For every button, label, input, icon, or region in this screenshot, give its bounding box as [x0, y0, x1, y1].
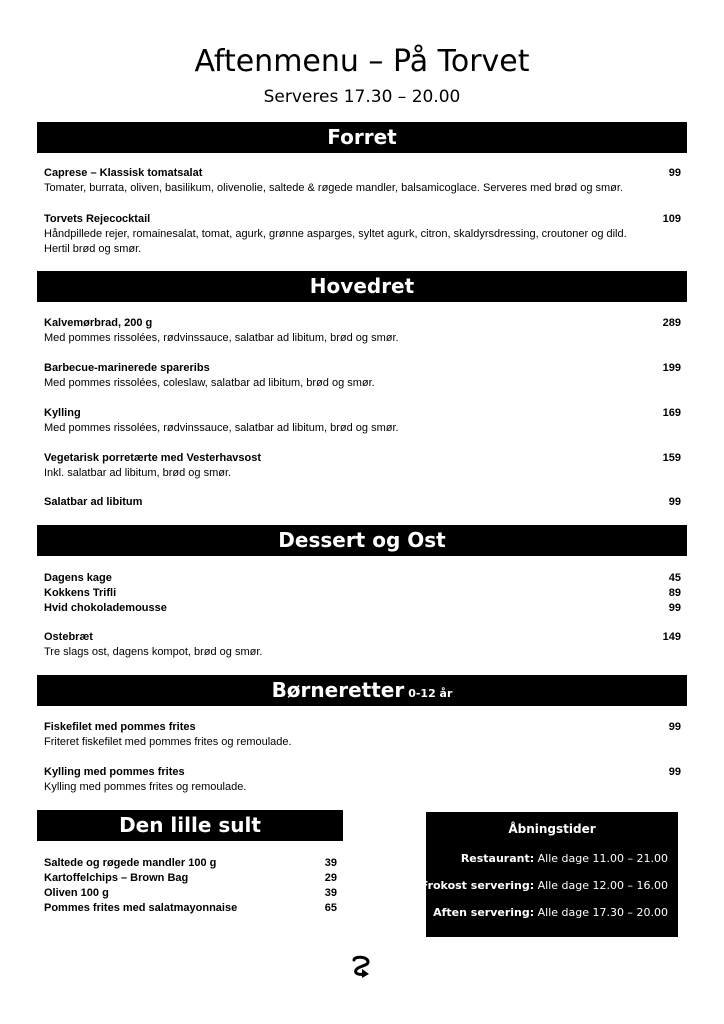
item-description: Inkl. salatbar ad libitum, brød og smør.: [44, 467, 232, 479]
item-price: 169: [662, 407, 681, 419]
menu-item: [44, 765, 681, 795]
list-item: [44, 886, 337, 901]
item-name: Pommes frites med salatmayonnaise: [44, 902, 238, 914]
item-name: Oliven 100 g: [44, 887, 109, 899]
item-price: 65: [324, 902, 337, 914]
item-price: 39: [324, 887, 337, 899]
opening-hours-box: [420, 812, 678, 937]
item-description: Kylling med pommes frites og remoulade.: [44, 781, 247, 793]
item-price: 99: [668, 167, 681, 179]
section-heading-hovedret: Hovedret: [37, 271, 687, 302]
item-name: Salatbar ad libitum: [44, 496, 143, 508]
item-name: Kokkens Trifli: [44, 587, 117, 599]
item-price: 39: [324, 857, 337, 869]
hours-value: Alle dage 11.00 – 21.00: [537, 852, 668, 865]
item-name: Kartoffelchips – Brown Bag: [44, 872, 189, 884]
section-heading-born-label: Børneretter: [271, 678, 405, 702]
menu-item: [44, 406, 681, 436]
item-price: 149: [662, 631, 681, 643]
hours-value: Alle dage 12.00 – 16.00: [537, 879, 668, 892]
hours-line: [461, 852, 668, 865]
item-description: Med pommes rissolées, coleslaw, salatbar ad libitum, brød og smør.: [44, 377, 375, 389]
section-heading-born-age: 0-12 år: [408, 687, 453, 700]
menu-item: [44, 316, 681, 346]
item-description: Med pommes rissolées, rødvinssauce, salatbar ad libitum, brød og smør.: [44, 422, 399, 434]
page-subtitle: Serveres 17.30 – 20.00: [263, 87, 461, 107]
menu-item: [44, 495, 681, 510]
list-item: [44, 871, 337, 886]
item-price: 289: [662, 317, 681, 329]
section-heading-lille: Den lille sult: [37, 810, 343, 841]
item-price: 99: [668, 602, 681, 614]
item-description: Friteret fiskefilet med pommes frites og remoulade.: [44, 736, 292, 748]
item-name: Kylling: [44, 407, 81, 419]
hours-value: Alle dage 17.30 – 20.00: [537, 906, 668, 919]
item-name: Fiskefilet med pommes frites: [44, 721, 196, 733]
item-description: Tomater, burrata, oliven, basilikum, olivenolie, saltede & røgede mandler, balsamicoglace. Serveres med brød og smør.: [44, 182, 623, 194]
item-name: Hvid chokolademousse: [44, 602, 167, 614]
item-name: Torvets Rejecocktail: [44, 213, 151, 225]
item-description: Med pommes rissolées, rødvinssauce, salatbar ad libitum, brød og smør.: [44, 332, 399, 344]
hours-label: Restaurant:: [460, 852, 535, 865]
list-item: [44, 856, 337, 871]
menu-item: [44, 571, 681, 616]
item-name: Kalvemørbrad, 200 g: [44, 317, 153, 329]
item-price: 109: [662, 213, 681, 225]
item-price: 45: [668, 572, 681, 584]
menu-item: [44, 166, 681, 196]
hours-label: Frokost servering:: [420, 879, 535, 892]
turn-page-arrow-icon: [348, 954, 374, 980]
menu-item: [44, 361, 681, 391]
item-name: Caprese – Klassisk tomatsalat: [44, 167, 203, 179]
item-price: 99: [668, 496, 681, 508]
section-heading-dessert: Dessert og Ost: [37, 525, 687, 556]
item-name: Dagens kage: [44, 572, 112, 584]
snack-list: [44, 856, 337, 916]
opening-hours-title: Åbningstider: [508, 822, 596, 836]
item-name: Kylling med pommes frites: [44, 766, 185, 778]
item-name: Barbecue-marinerede spareribs: [44, 362, 210, 374]
page-title: Aftenmenu – På Torvet: [194, 44, 530, 79]
item-price: 89: [668, 587, 681, 599]
hours-line: [421, 879, 668, 892]
item-price: 99: [668, 766, 681, 778]
hours-line: [433, 906, 668, 919]
menu-item: [44, 451, 681, 481]
item-name: Vegetarisk porretærte med Vesterhavsost: [44, 452, 262, 464]
item-price: 29: [324, 872, 337, 884]
section-heading-forret: Forret: [37, 122, 687, 153]
menu-item: [44, 630, 681, 660]
item-price: 199: [662, 362, 681, 374]
item-description-line2: Hertil brød og smør.: [44, 243, 142, 255]
item-description: Tre slags ost, dagens kompot, brød og smør.: [44, 646, 263, 658]
item-price: 159: [662, 452, 681, 464]
menu-item: [44, 212, 681, 257]
item-description: Håndpillede rejer, romainesalat, tomat, agurk, grønne asparges, syltet agurk, citron, skaldyrsdressing, croutoner og dild.: [44, 228, 627, 240]
item-name: Saltede og røgede mandler 100 g: [44, 857, 217, 869]
section-heading-born: [37, 675, 687, 706]
list-item: [44, 901, 337, 916]
hours-label: Aften servering:: [433, 906, 535, 919]
menu-item: [44, 720, 681, 750]
item-name: Ostebræt: [44, 631, 93, 643]
item-price: 99: [668, 721, 681, 733]
